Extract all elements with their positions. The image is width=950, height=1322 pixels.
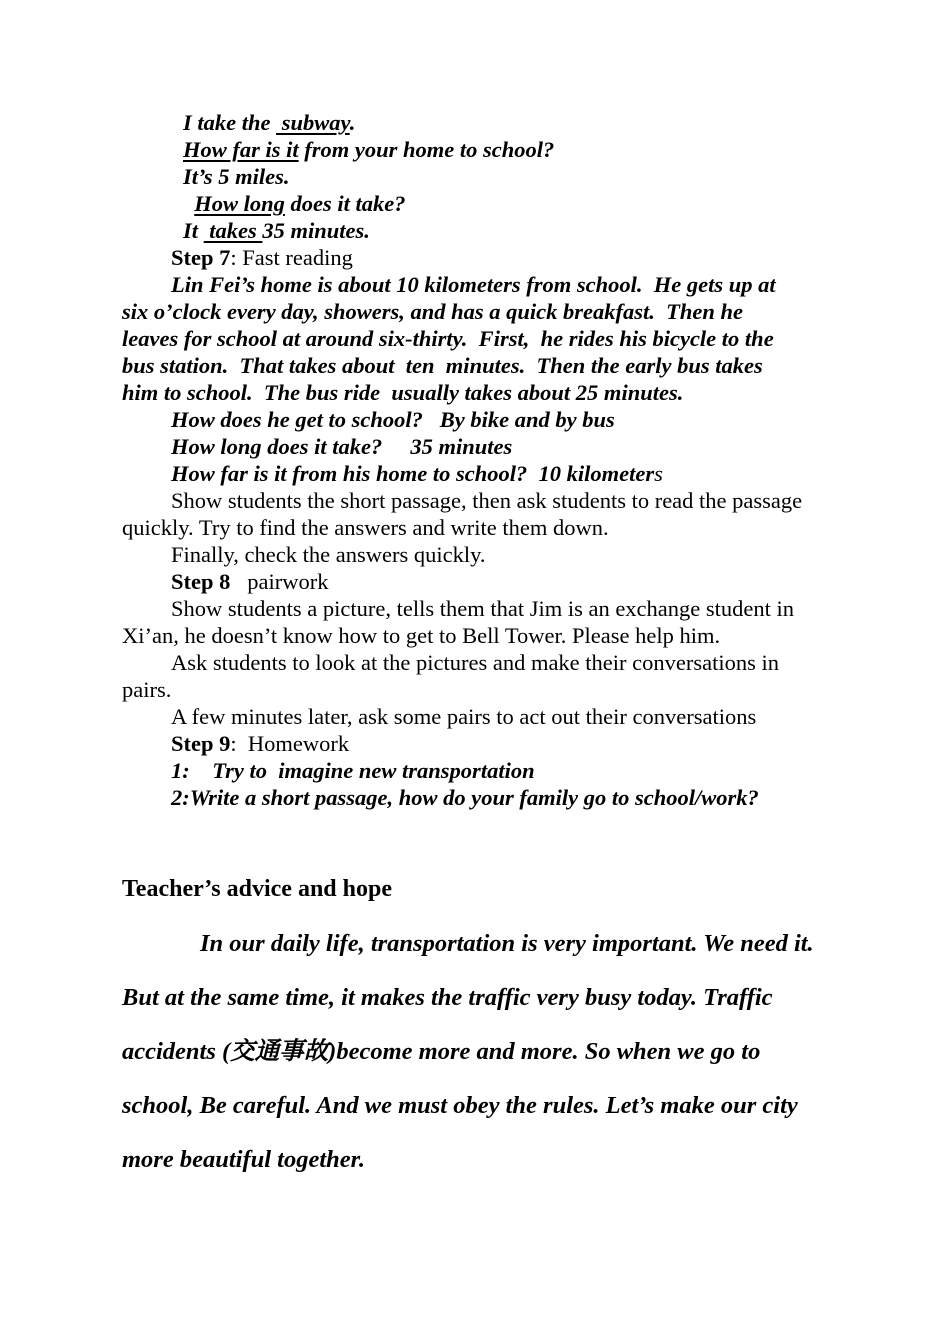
homework-item: 1: Try to imagine new transportation xyxy=(171,758,535,783)
section-heading: Teacher’s advice and hope xyxy=(122,876,392,902)
text: does it take? xyxy=(284,191,406,216)
text xyxy=(183,191,194,216)
dialogue-line-4 xyxy=(183,190,406,217)
passage-line: him to school. The bus ride usually takes about 25 minutes. xyxy=(122,380,684,405)
text: s xyxy=(654,461,663,486)
dialogue-line-5 xyxy=(183,217,370,244)
passage-line: leaves for school at around six-thirty. First, he rides his bicycle to the xyxy=(122,326,774,351)
step-7-heading xyxy=(171,244,353,271)
question-answer: How does he get to school? By bike and by bus xyxy=(171,407,615,432)
advice-line: But at the same time, it makes the traffic very busy today. Traffic xyxy=(122,984,773,1011)
text: from your home to school? xyxy=(298,137,555,162)
instruction-line: Finally, check the answers quickly. xyxy=(171,542,486,567)
text: It’s 5 miles. xyxy=(183,164,290,189)
underlined-word: takes xyxy=(203,218,263,243)
dialogue-line-1 xyxy=(183,109,355,136)
question-answer xyxy=(171,460,663,487)
text: 35 minutes. xyxy=(262,218,370,243)
text: How far is it from his home to school? 10 kilometer xyxy=(171,461,655,486)
step-9-heading xyxy=(171,730,349,757)
instruction-line: Show students a picture, tells them that Jim is an exchange student in xyxy=(171,596,795,621)
question-answer: How long does it take? 35 minutes xyxy=(171,434,513,459)
dialogue-line-2 xyxy=(183,136,554,163)
underlined-phrase: How long xyxy=(194,191,285,216)
passage-line: bus station. That takes about ten minutes. Then the early bus takes xyxy=(122,353,763,378)
instruction-line: Xi’an, he doesn’t know how to get to Bell Tower. Please help him. xyxy=(122,623,721,648)
step-title: : Homework xyxy=(230,731,350,756)
text: I take the xyxy=(183,110,277,135)
passage-line: six o’clock every day, showers, and has a quick breakfast. Then he xyxy=(122,299,744,324)
step-label: Step 7 xyxy=(171,245,231,270)
step-title: : Fast reading xyxy=(230,245,353,270)
advice-line: In our daily life, transportation is very important. We need it. xyxy=(200,930,814,957)
step-title: pairwork xyxy=(230,569,329,594)
step-8-heading xyxy=(171,568,329,595)
instruction-line: Ask students to look at the pictures and make their conversations in xyxy=(171,650,779,675)
underlined-word: subway xyxy=(276,110,350,135)
instruction-line: quickly. Try to find the answers and write them down. xyxy=(122,515,609,540)
advice-line: school, Be careful. And we must obey the rules. Let’s make our city xyxy=(122,1092,798,1119)
text: . xyxy=(349,110,356,135)
advice-line: accidents (交通事故)become more and more. So when we go to xyxy=(122,1038,761,1065)
instruction-line: Show students the short passage, then ask students to read the passage xyxy=(171,488,803,513)
underlined-phrase: How far is it xyxy=(183,137,299,162)
advice-line: more beautiful together. xyxy=(122,1146,365,1173)
passage-line: Lin Fei’s home is about 10 kilometers from school. He gets up at xyxy=(171,272,776,297)
text: It xyxy=(183,218,204,243)
instruction-line: A few minutes later, ask some pairs to act out their conversations xyxy=(171,704,757,729)
dialogue-line-3 xyxy=(183,163,289,190)
step-label: Step 9 xyxy=(171,731,231,756)
homework-item: 2:Write a short passage, how do your family go to school/work? xyxy=(171,785,759,810)
step-label: Step 8 xyxy=(171,569,231,594)
instruction-line: pairs. xyxy=(122,677,172,702)
